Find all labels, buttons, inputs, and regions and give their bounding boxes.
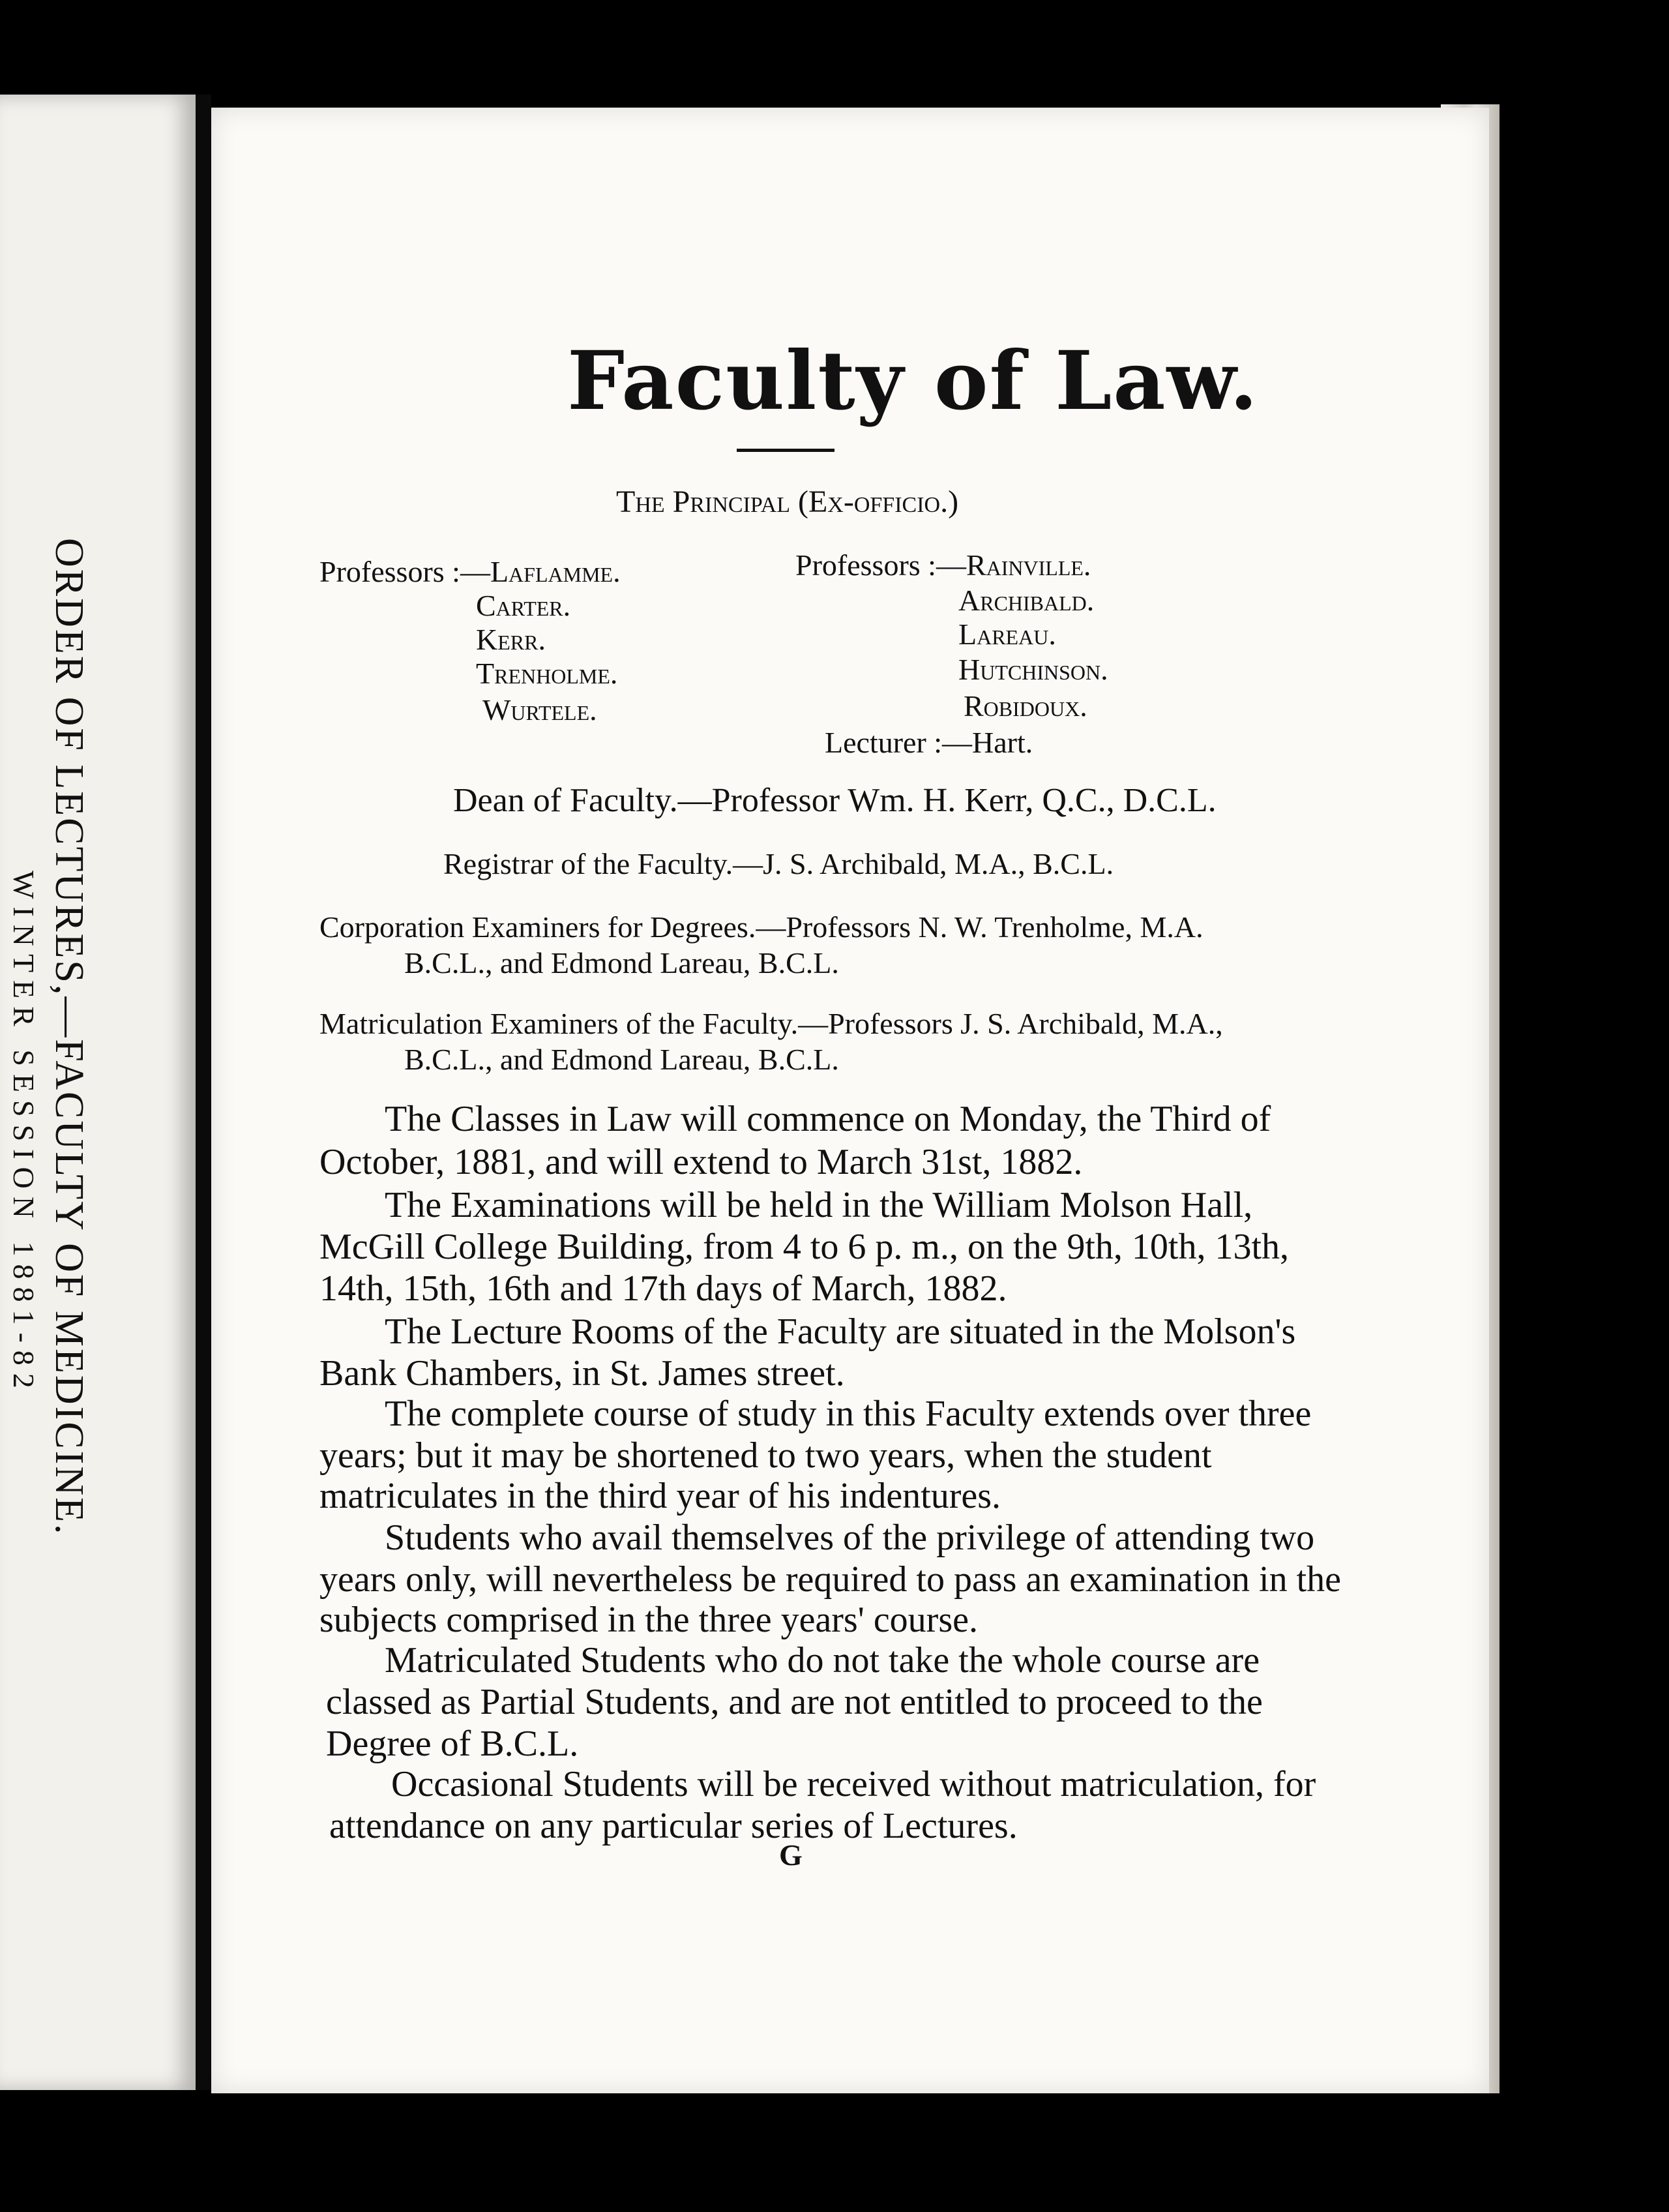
para-5-line-1: Students who avail themselves of the privilege of attending two xyxy=(385,1517,1315,1558)
matriculation-line-1: Matriculation Examiners of the Faculty.—Professors J. S. Archibald, M.A., xyxy=(319,1007,1223,1040)
page-title: Faculty of Law. xyxy=(567,334,1260,428)
signature-mark: G xyxy=(779,1838,803,1872)
para-4-line-1: The complete course of study in this Faculty extends over three xyxy=(385,1394,1312,1434)
facing-page xyxy=(0,95,199,2090)
para-3-line-2: Bank Chambers, in St. James street. xyxy=(319,1353,845,1394)
para-7-line-1: Occasional Students will be received without matriculation, for xyxy=(391,1764,1316,1804)
spine-session: WINTER SESSION 1881-82 xyxy=(7,871,40,1396)
professor-left-2: Carter. xyxy=(476,589,571,622)
matriculation-line-2: B.C.L., and Edmond Lareau, B.C.L. xyxy=(404,1043,839,1076)
professors-label-right: Professors :—Rainville. xyxy=(795,548,1091,582)
para-5-line-2: years only, will nevertheless be required to pass an examination in the xyxy=(319,1559,1342,1600)
para-3-line-1: The Lecture Rooms of the Faculty are situated in the Molson's xyxy=(385,1311,1296,1352)
professor-right-1: Rainville. xyxy=(966,548,1091,582)
professor-left-5: Wurtele. xyxy=(482,693,597,726)
para-7-line-2: attendance on any particular series of Lectures. xyxy=(329,1806,1018,1846)
para-6-line-1: Matriculated Students who do not take the whole course are xyxy=(385,1640,1260,1681)
professor-left-3: Kerr. xyxy=(476,623,546,656)
para-1-line-2: October, 1881, and will extend to March 31st, 1882. xyxy=(319,1142,1083,1182)
registrar-line: Registrar of the Faculty.—J. S. Archibald, M.A., B.C.L. xyxy=(443,847,1114,880)
professor-left-4: Trenholme. xyxy=(476,657,618,690)
principal-line: The Principal (Ex-officio.) xyxy=(616,485,959,519)
para-2-line-1: The Examinations will be held in the William Molson Hall, xyxy=(385,1185,1253,1225)
corporation-line-1: Corporation Examiners for Degrees.—Professors N. W. Trenholme, M.A. xyxy=(319,910,1204,944)
professors-label-left: Professors :—Laflamme. xyxy=(319,555,621,588)
professor-right-2: Archibald. xyxy=(958,584,1095,617)
title-rule xyxy=(737,449,834,452)
professor-left-1: Laflamme. xyxy=(490,555,621,588)
lecturer-line: Lecturer :—Hart. xyxy=(825,726,1033,759)
corporation-line-2: B.C.L., and Edmond Lareau, B.C.L. xyxy=(404,946,839,979)
para-1-line-1: The Classes in Law will commence on Monday, the Third of xyxy=(385,1099,1271,1139)
para-4-line-3: matriculates in the third year of his indentures. xyxy=(319,1476,1001,1516)
para-6-line-3: Degree of B.C.L. xyxy=(326,1724,579,1764)
dean-line: Dean of Faculty.—Professor Wm. H. Kerr, Q.C., D.C.L. xyxy=(453,782,1217,819)
para-2-line-3: 14th, 15th, 16th and 17th days of March, 1882. xyxy=(319,1268,1007,1309)
para-4-line-2: years; but it may be shortened to two years, when the student xyxy=(319,1435,1212,1476)
para-5-line-3: subjects comprised in the three years' course. xyxy=(319,1600,978,1640)
para-6-line-2: classed as Partial Students, and are not entitled to proceed to the xyxy=(326,1682,1263,1722)
professor-right-5: Robidoux. xyxy=(964,689,1087,723)
gutter-shadow xyxy=(196,95,211,2090)
professor-right-3: Lareau. xyxy=(958,618,1056,651)
spine-title: ORDER OF LECTURES,—FACULTY OF MEDICINE. xyxy=(47,538,91,1536)
professor-right-4: Hutchinson. xyxy=(958,653,1108,686)
para-2-line-2: McGill College Building, from 4 to 6 p. m., on the 9th, 10th, 13th, xyxy=(319,1227,1290,1267)
